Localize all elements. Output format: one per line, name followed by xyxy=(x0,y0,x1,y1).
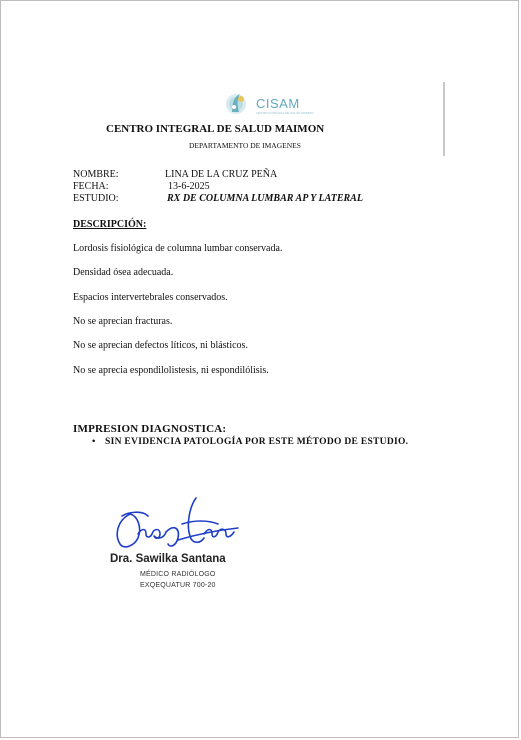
doctor-role: MÉDICO RADIÓLOGO xyxy=(140,571,216,578)
study-label: ESTUDIO: xyxy=(73,193,119,204)
bullet-icon: • xyxy=(92,437,96,447)
study-row xyxy=(73,193,363,204)
doctor-exequatur: EXQEQUATUR 700-20 xyxy=(140,582,216,589)
study-value: RX DE COLUMNA LUMBAR AP Y LATERAL xyxy=(167,193,363,204)
handwritten-signature xyxy=(108,494,242,556)
date-label: FECHA: xyxy=(73,181,109,192)
center-name: CENTRO INTEGRAL DE SALUD MAIMON xyxy=(106,123,325,135)
finding-item: Densidad ósea adecuada. xyxy=(73,267,174,278)
finding-item: No se aprecia espondilolistesis, ni espondilólisis. xyxy=(73,365,269,376)
impression-heading: IMPRESION DIAGNOSTICA: xyxy=(73,423,227,435)
date-row xyxy=(73,181,210,192)
logo-text: CISAM xyxy=(256,96,300,111)
doctor-name: Dra. Sawilka Santana xyxy=(110,553,226,565)
finding-item: No se aprecian fracturas. xyxy=(73,316,173,327)
department-name: DEPARTAMENTO DE IMAGENES xyxy=(189,141,301,150)
logo-tagline: CENTRO INTEGRAL DE SALUD MAIMON xyxy=(256,111,314,115)
date-value: 13-6-2025 xyxy=(168,181,210,192)
impression-item-text: SIN EVIDENCIA PATOLOGÍA POR ESTE MÉTODO DE ESTUDIO. xyxy=(105,437,409,447)
description-heading: DESCRIPCIÓN: xyxy=(73,219,147,230)
finding-item: Espacios intervertebrales conservados. xyxy=(73,292,228,303)
patient-name-label: NOMBRE: xyxy=(73,169,119,180)
patient-name-row xyxy=(73,169,277,180)
header-vertical-rule xyxy=(443,82,445,156)
impression-item xyxy=(92,437,408,447)
patient-name-value: LINA DE LA CRUZ PEÑA xyxy=(165,169,278,180)
finding-item: Lordosis fisiológica de columna lumbar conservada. xyxy=(73,243,283,254)
finding-item: No se aprecian defectos líticos, ni blásticos. xyxy=(73,340,248,351)
